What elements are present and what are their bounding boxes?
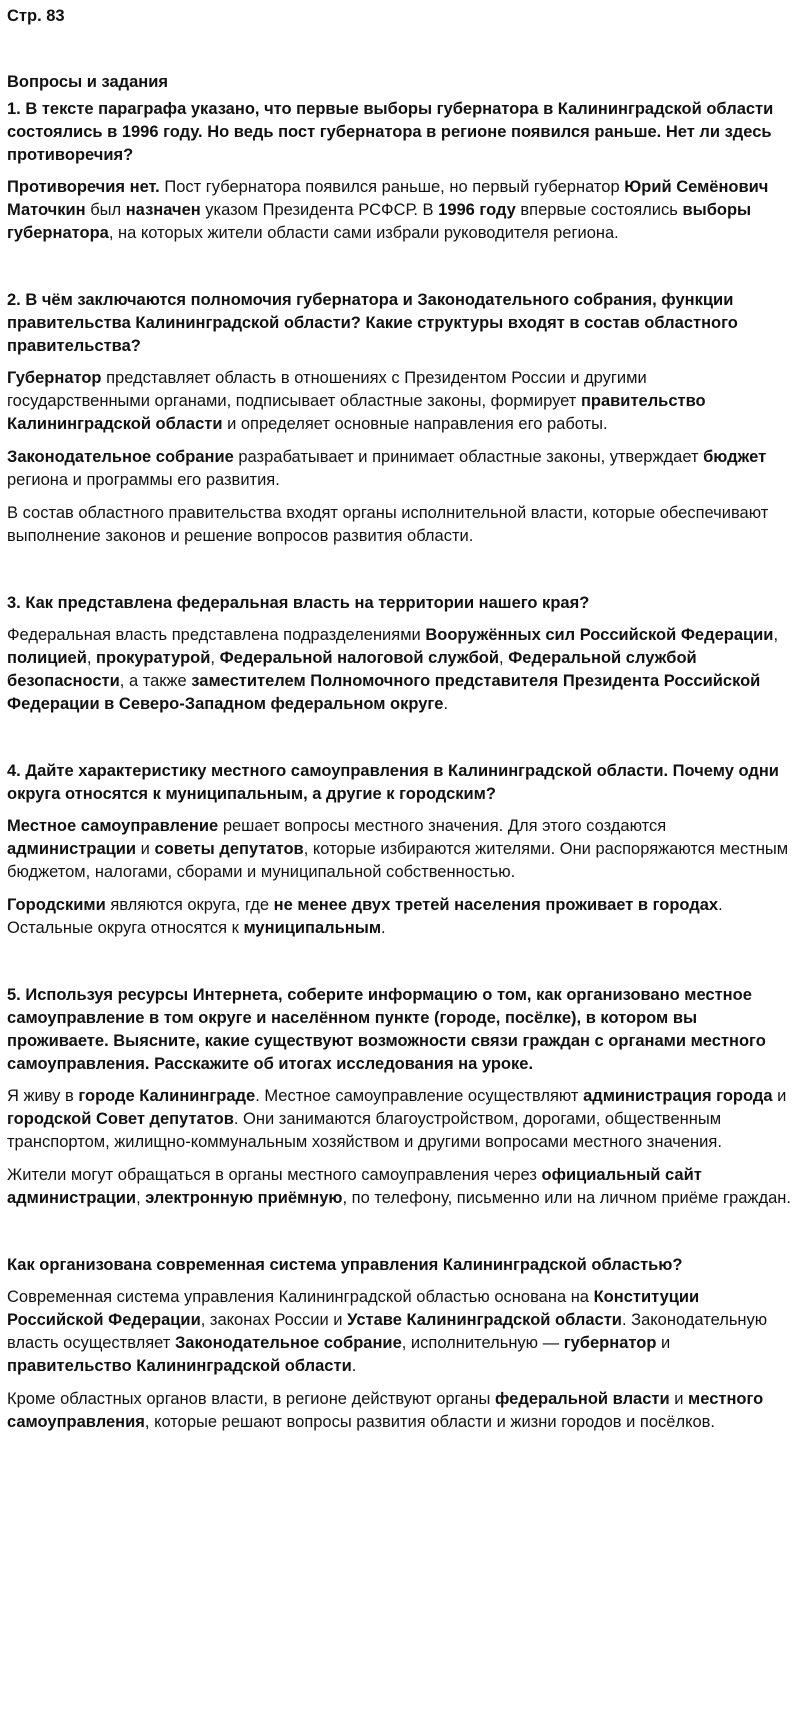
section-title: Вопросы и задания (7, 73, 169, 91)
bold-run: советы депутатов (154, 840, 304, 858)
bold-run: не менее двух третей населения проживает в городах (273, 896, 719, 914)
bold-run: прокуратурой (96, 649, 211, 667)
text-run: являются округа, где (105, 896, 274, 914)
question-text: Как организована современная система управления Калининградской областью? (7, 1256, 683, 1274)
qa-block (7, 760, 792, 940)
bold-run: бюджет (703, 448, 767, 466)
text-run: Современная система управления Калининградской областью основана на (7, 1288, 594, 1306)
bold-run: электронную приёмную (145, 1189, 343, 1207)
text-run: , а также (119, 672, 192, 690)
bold-run: Федеральной службой безопасности (7, 649, 697, 690)
text-run: представляет область в отношениях с Президентом России и другими государственными органами, подписывает областные законы, формирует (7, 369, 647, 410)
bold-run: губернатор (563, 1334, 657, 1352)
answer-paragraph (7, 624, 792, 716)
text-run: . (381, 919, 386, 937)
qa-block (7, 984, 792, 1210)
question-text: 5. Используя ресурсы Интернета, соберите информацию о том, как организовано местное самоуправление в том округе и населённом пункте (городе, посёлке), в котором вы проживаете. Выясните, какие существуют возможности связи граждан с органами местного самоуправления. Расскажите об итогах исследования на уроке. (7, 986, 766, 1073)
text-run: , (210, 649, 220, 667)
text-run: региона и программы его развития. (7, 471, 280, 489)
answer-paragraph (7, 1286, 792, 1378)
text-run: . (351, 1357, 357, 1375)
bold-run: Городскими (7, 896, 106, 914)
text-run: Жители могут обращаться в органы местного самоуправления через (7, 1166, 542, 1184)
bold-run: Вооружённых сил Российской Федерации (425, 626, 774, 644)
text-run: , которые избираются жителями. Они распоряжаются местным бюджетом, налогами, сборами и муниципальной собственностью. (7, 840, 789, 881)
text-run: , (499, 649, 509, 667)
text-run: , (86, 649, 97, 667)
text-run: Кроме областных органов власти, в регионе действуют органы (7, 1390, 495, 1408)
text-run: . Законодательную власть осуществляет (7, 1311, 768, 1352)
bold-run: администрации (7, 840, 137, 858)
text-run: впервые состоялись (515, 201, 683, 219)
bold-run: муниципальным (243, 919, 382, 937)
text-run: указом Президента РСФСР. В (200, 201, 439, 219)
bold-run: Уставе Калининградской области (347, 1311, 622, 1329)
bold-run: правительство Калининградской области (7, 392, 706, 433)
bold-run: городской Совет депутатов (7, 1110, 234, 1128)
text-run: Федеральная власть представлена подразделениями (7, 626, 426, 644)
bold-run: Законодательное собрание (7, 448, 234, 466)
text-run: . Они занимаются благоустройством, дорогами, общественным транспортом, жилищно-коммунальным хозяйством и другими вопросами местного значения. (7, 1110, 722, 1151)
text-run: . (443, 695, 449, 713)
text-run: и (669, 1390, 689, 1408)
bold-run: выборы губернатора (7, 201, 752, 242)
text-run: , которые решают вопросы развития области и жизни городов и посёлков. (144, 1413, 716, 1431)
answer-paragraph (7, 446, 792, 492)
text-run: и (136, 840, 155, 858)
text-run: , (136, 1189, 146, 1207)
bold-run: 1996 году (438, 201, 516, 219)
bold-run: полицией (7, 649, 87, 667)
text-run: . Остальные округа относятся к (7, 896, 723, 937)
text-run: разрабатывает и принимает областные законы, утверждает (233, 448, 704, 466)
question-text: 3. Как представлена федеральная власть на территории нашего края? (7, 594, 590, 612)
bold-run: назначен (125, 201, 201, 219)
question-text: 2. В чём заключаются полномочия губернатора и Законодательного собрания, функции правительства Калининградской области? Какие структуры входят в состав областного правительства? (7, 291, 738, 355)
text-run: Пост губернатора появился раньше, но первый губернатор (159, 178, 625, 196)
bold-run: местного самоуправления (7, 1390, 764, 1431)
answer-paragraph (7, 1164, 792, 1210)
text-run: и (656, 1334, 671, 1352)
answer-paragraph (7, 1388, 792, 1434)
answer-paragraph (7, 1085, 792, 1154)
question-text: 4. Дайте характеристику местного самоуправления в Калининградской области. Почему одни округа относятся к муниципальным, а другие к городским? (7, 762, 779, 803)
bold-run: федеральной власти (494, 1390, 670, 1408)
qa-block (7, 592, 792, 716)
text-run: , (773, 626, 779, 644)
bold-run: заместителем Полномочного представителя Президента Российской Федерации в Северо-Западном федеральном округе (7, 672, 761, 713)
text-run: Я живу в (7, 1087, 79, 1105)
bold-run: Юрий Семёнович Маточкин (7, 178, 769, 219)
text-run: . Местное самоуправление осуществляют (255, 1087, 584, 1105)
bold-run: Федеральной налоговой службой (219, 649, 500, 667)
bold-run: официальный сайт администрации (7, 1166, 702, 1207)
text-run: был (85, 201, 126, 219)
answer-paragraph (7, 367, 792, 436)
bold-run: Законодательное собрание (174, 1334, 402, 1352)
answer-paragraph (7, 176, 792, 245)
text-run: решает вопросы местного значения. Для этого создаются (218, 817, 667, 835)
bold-run: городе Калининграде (78, 1087, 256, 1105)
text-run: В состав областного правительства входят органы исполнительной власти, которые обеспечивают выполнение законов и решение вопросов развития области. (7, 504, 769, 545)
text-run: , на которых жители области сами избрали руководителя региона. (108, 224, 619, 242)
question-text: 1. В тексте параграфа указано, что первые выборы губернатора в Калининградской области состоялись в 1996 году. Но ведь пост губернатора в регионе появился раньше. Нет ли здесь противоречия? (7, 100, 774, 164)
text-run: и определяет основные направления его работы. (222, 415, 608, 433)
qa-block (7, 289, 792, 548)
bold-run: Местное самоуправление (7, 817, 219, 835)
bold-run: Губернатор (7, 369, 102, 387)
bold-run: Противоречия нет. (7, 178, 160, 196)
qa-list (7, 98, 792, 1434)
bold-run: администрация города (583, 1087, 773, 1105)
text-run: и (772, 1087, 787, 1105)
bold-run: правительство Калининградской области (7, 1357, 352, 1375)
answer-paragraph (7, 894, 792, 940)
text-run: , по телефону, письменно или на личном приёме граждан. (342, 1189, 791, 1207)
text-run: , законах России и (200, 1311, 348, 1329)
page-number: Стр. 83 (7, 7, 65, 25)
qa-block (7, 1254, 792, 1434)
answer-paragraph (7, 502, 792, 548)
text-run: , исполнительную — (401, 1334, 564, 1352)
bold-run: Конституции Российской Федерации (7, 1288, 700, 1329)
qa-block (7, 98, 792, 245)
answer-paragraph (7, 815, 792, 884)
